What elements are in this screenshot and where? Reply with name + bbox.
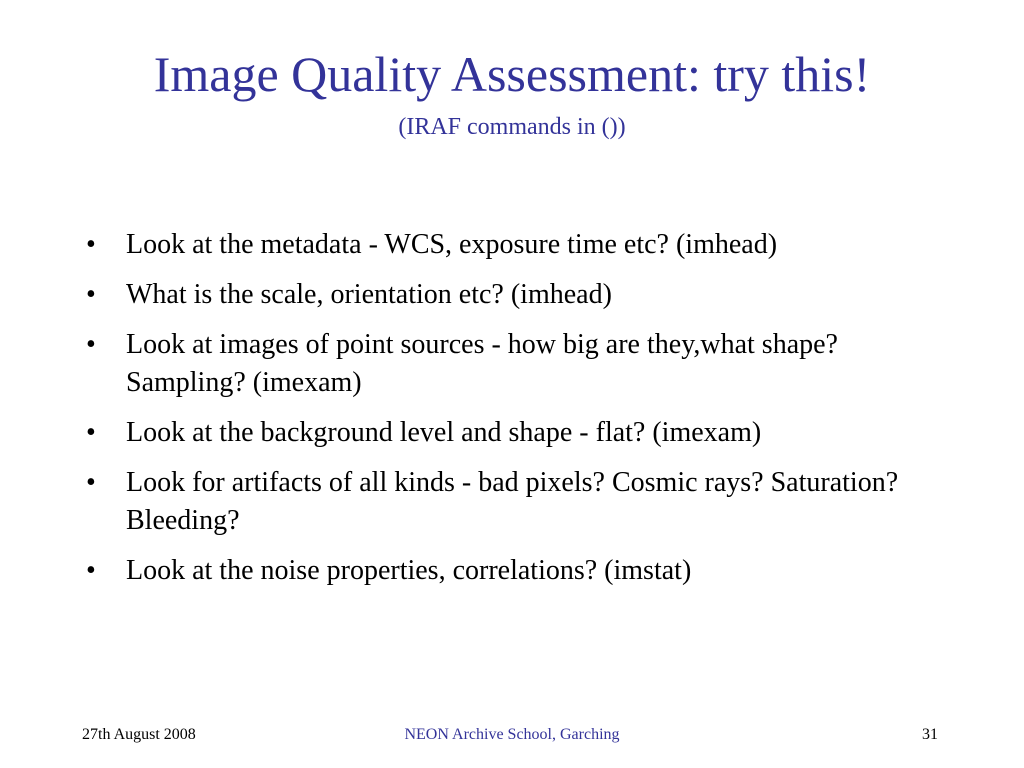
bullet-dot-icon: • <box>86 467 96 498</box>
bullet-item <box>84 552 964 590</box>
footer-date: 27th August 2008 <box>82 726 196 743</box>
slide-title: Image Quality Assessment: try this! <box>153 46 871 102</box>
slide-subtitle: (IRAF commands in ()) <box>398 114 626 140</box>
bullet-item <box>84 464 964 540</box>
bullet-item <box>84 414 964 452</box>
bullet-text: Look at the noise properties, correlations? (imstat) <box>126 555 692 586</box>
bullet-dot-icon: • <box>86 329 96 360</box>
bullet-dot-icon: • <box>86 417 96 448</box>
bullet-dot-icon: • <box>86 279 96 310</box>
bullet-text: Look at images of point sources - how big are they,what shape? Sampling? (imexam) <box>126 329 838 398</box>
bullet-item <box>84 276 964 314</box>
bullet-list <box>84 226 964 602</box>
bullet-dot-icon: • <box>86 229 96 260</box>
bullet-text: Look at the background level and shape - flat? (imexam) <box>126 417 762 448</box>
bullet-text: What is the scale, orientation etc? (imhead) <box>126 279 612 310</box>
footer-page-number: 31 <box>922 726 938 743</box>
bullet-dot-icon: • <box>86 555 96 586</box>
bullet-text: Look at the metadata - WCS, exposure time etc? (imhead) <box>126 229 778 260</box>
footer-event: NEON Archive School, Garching <box>404 726 620 743</box>
bullet-text: Look for artifacts of all kinds - bad pixels? Cosmic rays? Saturation? Bleeding? <box>126 467 899 536</box>
bullet-item <box>84 326 964 402</box>
bullet-item <box>84 226 964 264</box>
